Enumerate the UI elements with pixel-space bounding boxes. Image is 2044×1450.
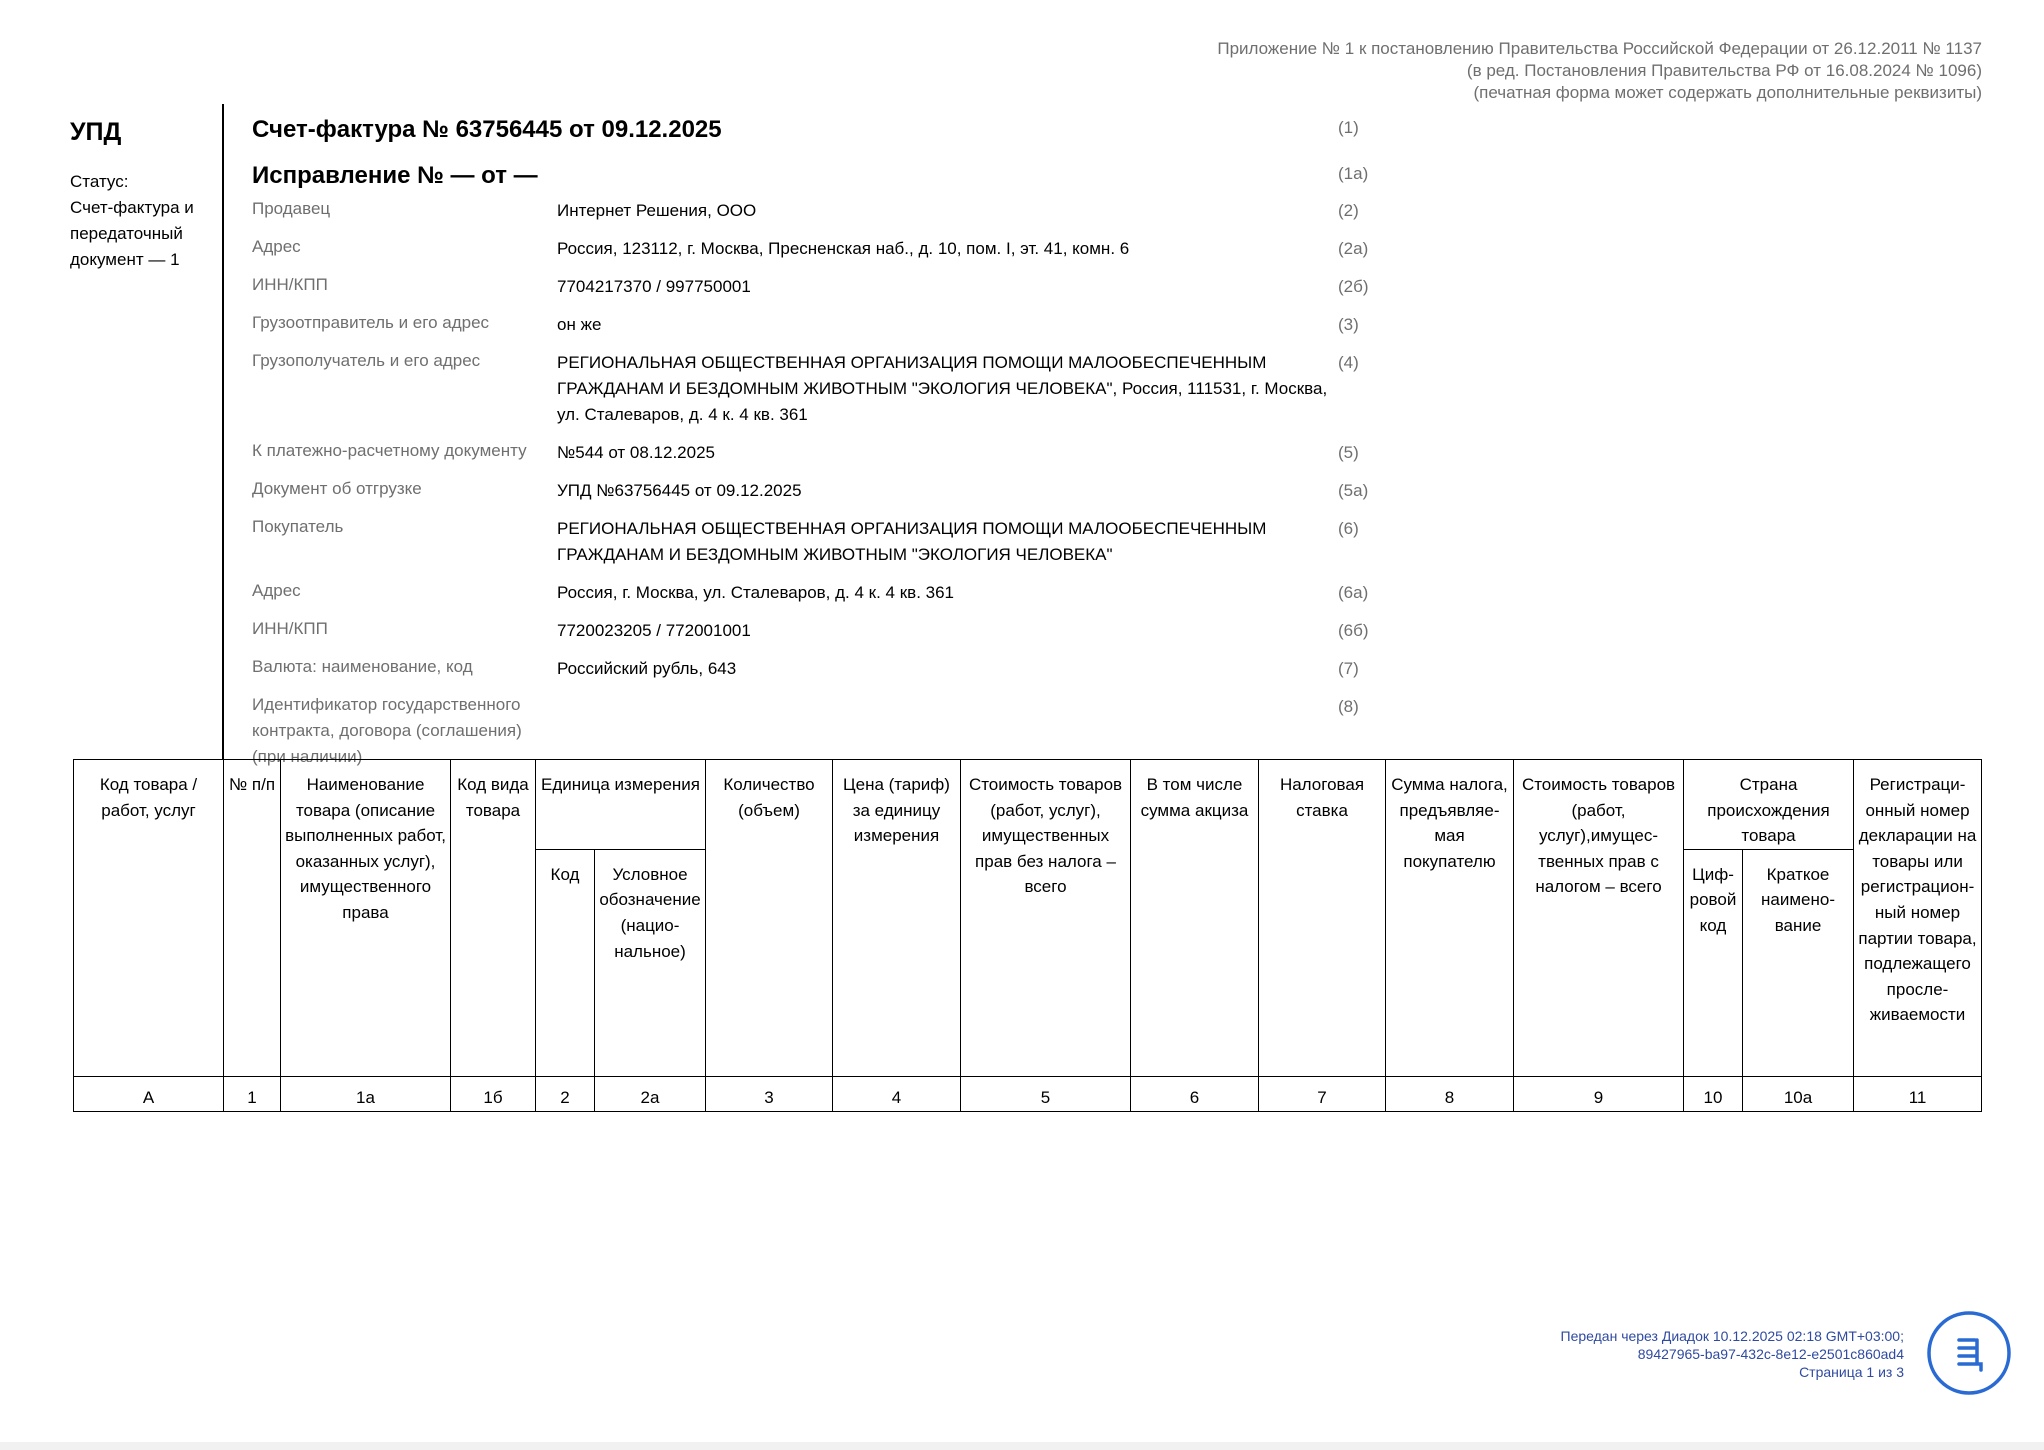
field-label: Адрес	[252, 237, 301, 256]
field-label: ИНН/КПП	[252, 619, 328, 638]
column-number: А	[74, 1077, 224, 1112]
column-number: 2	[536, 1077, 595, 1112]
field-label: Покупатель	[252, 517, 344, 536]
field-code: (2б)	[1338, 277, 1369, 296]
column-number: 3	[706, 1077, 833, 1112]
field-label: Грузополучатель и его адрес	[252, 351, 481, 370]
field-value: 7704217370 / 997750001	[557, 277, 751, 296]
field-label: Документ об отгрузке	[252, 479, 422, 498]
column-number: 1б	[451, 1077, 536, 1112]
column-number: 11	[1854, 1077, 1982, 1112]
field-payment-doc	[252, 438, 1392, 466]
field-label: К платежно-расчетному документу	[252, 441, 527, 460]
appendix-note	[1217, 38, 1982, 104]
header-cell: Код	[536, 849, 595, 1076]
field-value: он же	[557, 315, 602, 334]
bottom-bar	[0, 1442, 2044, 1450]
header-cell: Регистрационный номер декларации на товары или регистрационный номер партии товара, подлежащего прослеживаемости	[1854, 760, 1982, 1077]
field-code: (5)	[1338, 443, 1359, 462]
header-cell: Код вида товара	[451, 760, 536, 1077]
column-number: 8	[1386, 1077, 1514, 1112]
field-label: Идентификатор государственного контракта, договора (соглашения) (при наличии)	[252, 695, 522, 766]
field-value: 7720023205 / 772001001	[557, 621, 751, 640]
field-shipping-doc	[252, 476, 1392, 504]
field-code: (6а)	[1338, 583, 1369, 602]
field-seller-inn	[252, 272, 1392, 300]
field-shipper	[252, 310, 1392, 338]
field-buyer	[252, 514, 1392, 568]
field-label: ИНН/КПП	[252, 275, 328, 294]
column-number: 10а	[1743, 1077, 1854, 1112]
doc-type-title: УПД	[70, 118, 122, 146]
field-label: Грузоотправитель и его адрес	[252, 313, 490, 332]
field-seller	[252, 196, 1392, 224]
field-value: Интернет Решения, ООО	[557, 201, 757, 220]
field-value: РЕГИОНАЛЬНАЯ ОБЩЕСТВЕННАЯ ОРГАНИЗАЦИЯ ПОМОЩИ МАЛООБЕСПЕЧЕННЫМ ГРАЖДАНАМ И БЕЗДОМНЫМ ЖИВОТНЫМ "ЭКОЛОГИЯ ЧЕЛОВЕКА", Россия, 111531, г. Москва, ул. Сталеваров, д. 4 к. 4 кв. 361	[557, 353, 1328, 424]
vertical-divider	[222, 104, 224, 760]
field-code: (3)	[1338, 315, 1359, 334]
field-code: (6б)	[1338, 621, 1369, 640]
footer-line: 89427965-ba97-432c-8e12-e2501c860ad4	[1637, 1346, 1904, 1362]
field-code: (4)	[1338, 353, 1359, 372]
field-label: Продавец	[252, 199, 331, 218]
column-numbers-row	[74, 1077, 1982, 1112]
field-code: (1)	[1338, 118, 1359, 137]
header-cell: В том числе сумма акциза	[1131, 760, 1259, 1077]
header-cell: Сумма налога, предъявляемая покупателю	[1386, 760, 1514, 1077]
appendix-line: (печатная форма может содержать дополнительные реквизиты)	[1473, 83, 1982, 102]
header-cell: Код товара / работ, услуг	[74, 760, 224, 1077]
field-code: (2)	[1338, 201, 1359, 220]
column-number: 1а	[281, 1077, 451, 1112]
field-label: Адрес	[252, 581, 301, 600]
field-label: Валюта: наименование, код	[252, 657, 473, 676]
header-cell: Условное обозначение (национальное)	[595, 849, 706, 1076]
goods-table	[73, 759, 1982, 1112]
header-cell: № п/п	[224, 760, 281, 1077]
doc-type-column	[70, 118, 220, 273]
header-cell: Стоимость товаров (работ, услуг),имущественных прав с налогом – всего	[1514, 760, 1684, 1077]
field-value: Россия, 123112, г. Москва, Пресненская наб., д. 10, пом. I, эт. 41, комн. 6	[557, 239, 1130, 258]
column-number: 7	[1259, 1077, 1386, 1112]
field-value: РЕГИОНАЛЬНАЯ ОБЩЕСТВЕННАЯ ОРГАНИЗАЦИЯ ПОМОЩИ МАЛООБЕСПЕЧЕННЫМ ГРАЖДАНАМ И БЕЗДОМНЫМ ЖИВОТНЫМ "ЭКОЛОГИЯ ЧЕЛОВЕКА"	[557, 519, 1267, 564]
header-cell: Налоговая ставка	[1259, 760, 1386, 1077]
footer-line: Передан через Диадок 10.12.2025 02:18 GMT+03:00;	[1560, 1328, 1904, 1344]
field-value: Российский рубль, 643	[557, 659, 737, 678]
status-value: Счет-фактура и передаточный документ — 1	[70, 198, 194, 269]
header-cell: Наименование товара (описание выполненных работ, оказанных услуг), имущественного права	[281, 760, 451, 1077]
correction-title: Исправление № — от —	[252, 162, 538, 189]
field-code: (6)	[1338, 519, 1359, 538]
footer-line: Страница 1 из 3	[1799, 1364, 1904, 1380]
column-number: 9	[1514, 1077, 1684, 1112]
header-cell: Стоимость товаров (работ, услуг), имущественных прав без налога – всего	[961, 760, 1131, 1077]
field-code: (8)	[1338, 697, 1359, 716]
field-value: Россия, г. Москва, ул. Сталеваров, д. 4 к. 4 кв. 361	[557, 583, 955, 602]
diadoc-logo-icon	[1926, 1310, 2012, 1396]
field-buyer-address	[252, 578, 1392, 606]
column-number: 4	[833, 1077, 961, 1112]
invoice-title: Счет-фактура № 63756445 от 09.12.2025	[252, 116, 722, 143]
field-code: (2а)	[1338, 239, 1369, 258]
field-value: №544 от 08.12.2025	[557, 443, 715, 462]
column-number: 10	[1684, 1077, 1743, 1112]
field-code: (7)	[1338, 659, 1359, 678]
field-seller-address	[252, 234, 1392, 262]
header-cell: Единица измерения	[536, 760, 706, 850]
transmission-footer	[1561, 1327, 1905, 1381]
appendix-line: (в ред. Постановления Правительства РФ от 16.08.2024 № 1096)	[1466, 61, 1982, 80]
field-code: (5а)	[1338, 481, 1369, 500]
header-cell: Страна происхождения товара	[1684, 760, 1854, 850]
invoice-fields	[252, 196, 1392, 780]
column-number: 2а	[595, 1077, 706, 1112]
status-label: Статус:	[70, 172, 129, 191]
column-number: 1	[224, 1077, 281, 1112]
appendix-line: Приложение № 1 к постановлению Правительства Российской Федерации от 26.12.2011 № 1137	[1217, 39, 1982, 58]
field-buyer-inn	[252, 616, 1392, 644]
header-cell: Краткое наименование	[1743, 849, 1854, 1076]
column-number: 6	[1131, 1077, 1259, 1112]
field-value: УПД №63756445 от 09.12.2025	[557, 481, 802, 500]
column-number: 5	[961, 1077, 1131, 1112]
field-currency	[252, 654, 1392, 682]
header-cell: Количество (объем)	[706, 760, 833, 1077]
header-cell: Цифровой код	[1684, 849, 1743, 1076]
header-cell: Цена (тариф) за единицу измерения	[833, 760, 961, 1077]
field-code: (1а)	[1338, 164, 1369, 183]
table-header-row	[74, 760, 1982, 850]
field-consignee	[252, 348, 1392, 428]
